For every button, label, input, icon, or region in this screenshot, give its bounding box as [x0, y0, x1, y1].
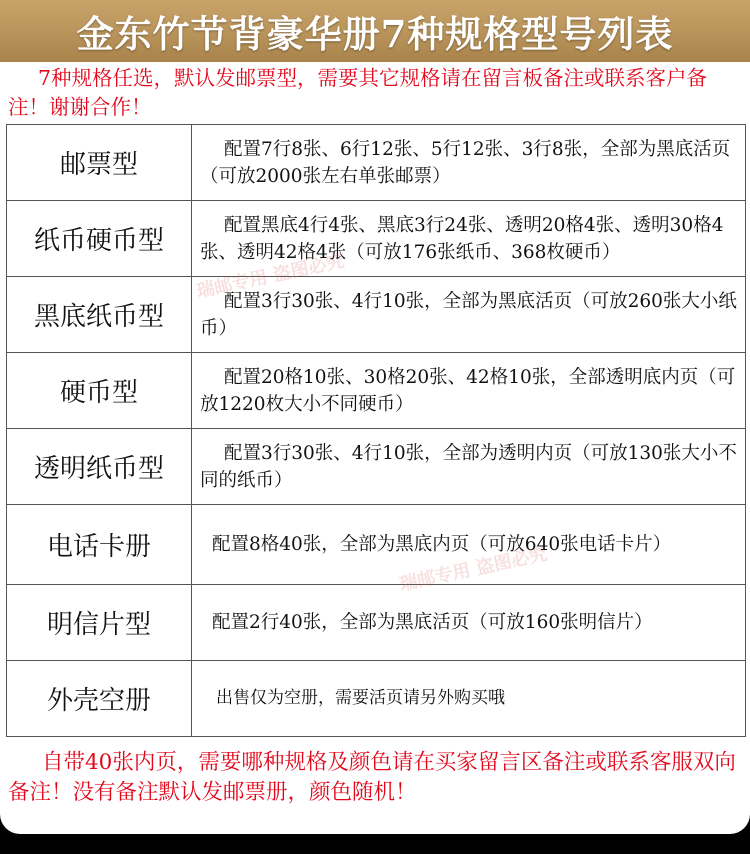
- watermark: 瑞邮专用 盗图必究: [397, 543, 550, 596]
- page-title: 金东竹节背豪华册7种规格型号列表: [76, 12, 674, 56]
- model-desc: 配置3行30张、4行10张，全部为黑底活页（可放260张大小纸币）: [192, 277, 746, 353]
- model-desc: 配置2行40张，全部为黑底活页（可放160张明信片）: [192, 585, 746, 661]
- table-row: [7, 585, 746, 661]
- footer-note: 自带40张内页，需要哪种规格及颜色请在买家留言区备注或联系客服双向备注！没有备注默认发邮票册，颜色随机！: [8, 750, 736, 805]
- model-name: 外壳空册: [7, 661, 192, 737]
- watermark: 瑞邮专用 盗图必究: [194, 250, 347, 303]
- table-row: [7, 125, 746, 201]
- table-row: [7, 201, 746, 277]
- intro-note: 7种规格任选，默认发邮票型，需要其它规格请在留言板备注或联系客户备注！谢谢合作！: [8, 66, 708, 119]
- model-name: 明信片型: [7, 585, 192, 661]
- table-row: [7, 429, 746, 505]
- model-name: 纸币硬币型: [7, 201, 192, 277]
- model-name: 电话卡册: [7, 505, 192, 585]
- table-row: [7, 277, 746, 353]
- model-desc: 配置7行8张、6行12张、5行12张、3行8张，全部为黑底活页（可放2000张左右单张邮票）: [192, 125, 746, 201]
- spec-table: [6, 124, 746, 737]
- table-row: [7, 353, 746, 429]
- model-name: 邮票型: [7, 125, 192, 201]
- model-name: 透明纸币型: [7, 429, 192, 505]
- table-row: [7, 661, 746, 737]
- title-bar: [0, 0, 750, 62]
- model-desc: 出售仅为空册，需要活页请另外购买哦: [192, 661, 746, 737]
- model-desc: 配置黑底4行4张、黑底3行24张、透明20格4张、透明30格4张、透明42格4张（可放176张纸币、368枚硬币）: [192, 201, 746, 277]
- model-desc: 配置8格40张，全部为黑底内页（可放640张电话卡片）: [192, 505, 746, 585]
- model-desc: 配置20格10张、30格20张、42格10张，全部透明底内页（可放1220枚大小不同硬币）: [192, 353, 746, 429]
- model-name: 硬币型: [7, 353, 192, 429]
- table-row: [7, 505, 746, 585]
- model-name: 黑底纸币型: [7, 277, 192, 353]
- model-desc: 配置3行30张、4行10张，全部为透明内页（可放130张大小不同的纸币）: [192, 429, 746, 505]
